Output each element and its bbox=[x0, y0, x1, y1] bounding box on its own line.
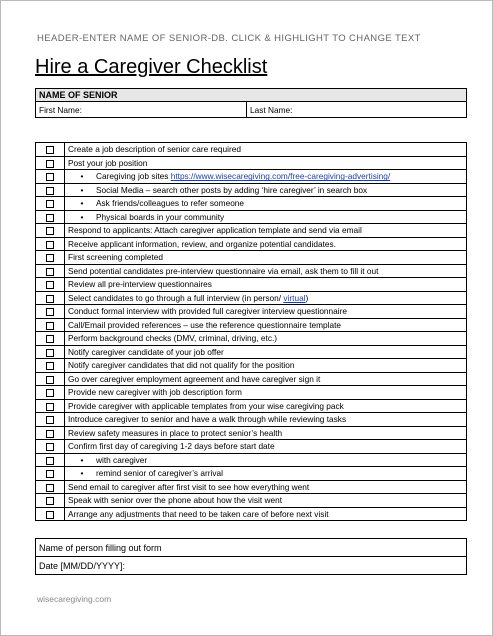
checklist-row bbox=[36, 197, 467, 211]
checklist-row bbox=[36, 453, 467, 467]
checklist-row bbox=[36, 494, 467, 508]
checklist-item bbox=[65, 399, 467, 413]
checklist-item bbox=[65, 440, 467, 454]
checklist-row bbox=[36, 413, 467, 427]
checkbox[interactable] bbox=[46, 322, 54, 330]
bullet-icon: • bbox=[80, 198, 84, 209]
checklist-item bbox=[65, 251, 467, 265]
checklist-item-suffix: ) bbox=[305, 292, 309, 303]
checkbox[interactable] bbox=[46, 146, 54, 154]
checklist-table bbox=[35, 142, 467, 521]
checklist-item bbox=[65, 359, 467, 373]
checkbox[interactable] bbox=[46, 200, 54, 208]
checklist-item bbox=[65, 453, 467, 467]
bullet-icon: • bbox=[80, 211, 84, 222]
checkbox-cell[interactable] bbox=[36, 197, 65, 211]
checklist-item-text: Provide new caregiver with job description form bbox=[68, 387, 242, 398]
checkbox-cell[interactable] bbox=[36, 170, 65, 184]
checklist-item bbox=[65, 386, 467, 400]
checklist-item-text: Social Media – search other posts by adding ‘hire caregiver’ in search box bbox=[96, 184, 368, 195]
checklist-item-text: Physical boards in your community bbox=[96, 211, 225, 222]
checklist-item bbox=[65, 345, 467, 359]
checkbox-cell[interactable] bbox=[36, 251, 65, 265]
checkbox-cell[interactable] bbox=[36, 210, 65, 224]
checklist-item bbox=[65, 278, 467, 292]
checkbox-cell[interactable] bbox=[36, 426, 65, 440]
checkbox[interactable] bbox=[46, 187, 54, 195]
checklist-item bbox=[65, 507, 467, 521]
checkbox[interactable] bbox=[46, 173, 54, 181]
checklist-row bbox=[36, 305, 467, 319]
checkbox-cell[interactable] bbox=[36, 291, 65, 305]
checklist-item-text: Confirm first day of caregiving 1-2 days before start date bbox=[68, 441, 275, 452]
checkbox[interactable] bbox=[46, 227, 54, 235]
checkbox-cell[interactable] bbox=[36, 440, 65, 454]
filler-name-label: Name of person filling out form bbox=[39, 542, 162, 553]
checkbox[interactable] bbox=[46, 362, 54, 370]
checklist-item-text: with caregiver bbox=[96, 454, 148, 465]
checklist-item-text: Post your job position bbox=[68, 157, 148, 168]
checklist-item bbox=[65, 467, 467, 481]
last-name-field[interactable] bbox=[247, 102, 467, 118]
bullet-icon: • bbox=[80, 184, 84, 195]
checklist-row bbox=[36, 386, 467, 400]
checklist-item-text: Receive applicant information, review, and organize potential candidates. bbox=[68, 238, 336, 249]
checkbox[interactable] bbox=[46, 349, 54, 357]
checklist-item bbox=[65, 494, 467, 508]
checkbox-cell[interactable] bbox=[36, 372, 65, 386]
checkbox-cell[interactable] bbox=[36, 305, 65, 319]
checklist-row bbox=[36, 156, 467, 170]
date-label: Date [MM/DD/YYYY]: bbox=[39, 560, 126, 571]
checklist-item-text: Ask friends/colleagues to refer someone bbox=[96, 198, 245, 209]
checkbox-cell[interactable] bbox=[36, 359, 65, 373]
checklist-item bbox=[65, 143, 467, 157]
filler-name-field[interactable] bbox=[36, 539, 467, 557]
checklist-row bbox=[36, 467, 467, 481]
checkbox-cell[interactable] bbox=[36, 386, 65, 400]
checklist-row bbox=[36, 224, 467, 238]
checklist-item-text: Caregiving job sites bbox=[96, 171, 169, 182]
checkbox-cell[interactable] bbox=[36, 494, 65, 508]
checklist-row bbox=[36, 426, 467, 440]
checkbox[interactable] bbox=[46, 254, 54, 262]
checklist-item-text: Perform background checks (DMV, criminal, driving, etc.) bbox=[68, 333, 278, 344]
checklist-item bbox=[65, 156, 467, 170]
senior-header: NAME OF SENIOR bbox=[36, 89, 467, 102]
checklist-item bbox=[65, 210, 467, 224]
checkbox[interactable] bbox=[46, 416, 54, 424]
checkbox[interactable] bbox=[46, 430, 54, 438]
checklist-item-text: Select candidates to go through a full interview (in person/ bbox=[68, 292, 284, 303]
checklist-row bbox=[36, 480, 467, 494]
checkbox-cell[interactable] bbox=[36, 453, 65, 467]
checkbox-cell[interactable] bbox=[36, 399, 65, 413]
checklist-item-text: Introduce caregiver to senior and have a walk through while reviewing tasks bbox=[68, 414, 347, 425]
checklist-item-text: Notify caregiver candidate of your job offer bbox=[68, 346, 224, 357]
last-name-label: Last Name: bbox=[250, 104, 293, 115]
checklist-row bbox=[36, 251, 467, 265]
checklist-item bbox=[65, 480, 467, 494]
checklist-item-text: Arrange any adjustments that need to be taken care of before next visit bbox=[68, 508, 329, 519]
checklist-item bbox=[65, 197, 467, 211]
checklist-link[interactable]: virtual bbox=[283, 292, 306, 303]
checklist-item-text: Respond to applicants: Attach caregiver application template and send via email bbox=[68, 225, 362, 236]
header-note[interactable]: HEADER-ENTER NAME OF SENIOR-DB. CLICK & HIGHLIGHT TO CHANGE TEXT bbox=[37, 33, 421, 44]
checklist-row bbox=[36, 170, 467, 184]
page-title: Hire a Caregiver Checklist bbox=[35, 56, 268, 78]
checkbox[interactable] bbox=[46, 403, 54, 411]
checkbox-cell[interactable] bbox=[36, 237, 65, 251]
checkbox[interactable] bbox=[46, 470, 54, 478]
first-name-label: First Name: bbox=[39, 104, 82, 115]
date-field[interactable] bbox=[36, 557, 467, 575]
checkbox-cell[interactable] bbox=[36, 345, 65, 359]
checklist-item bbox=[65, 413, 467, 427]
checkbox-cell[interactable] bbox=[36, 264, 65, 278]
checkbox[interactable] bbox=[46, 511, 54, 519]
checkbox[interactable] bbox=[46, 214, 54, 222]
checklist-item bbox=[65, 318, 467, 332]
checkbox[interactable] bbox=[46, 241, 54, 249]
checklist-item bbox=[65, 332, 467, 346]
checkbox-cell[interactable] bbox=[36, 143, 65, 157]
checklist-item bbox=[65, 291, 467, 305]
checklist-row bbox=[36, 291, 467, 305]
checklist-item bbox=[65, 237, 467, 251]
checkbox[interactable] bbox=[46, 497, 54, 505]
checklist-row bbox=[36, 278, 467, 292]
checklist-item-text: Speak with senior over the phone about how the visit went bbox=[68, 495, 283, 506]
checkbox-cell[interactable] bbox=[36, 224, 65, 238]
checklist-row bbox=[36, 143, 467, 157]
checkbox[interactable] bbox=[46, 389, 54, 397]
checklist-row bbox=[36, 318, 467, 332]
checklist-row bbox=[36, 210, 467, 224]
checkbox[interactable] bbox=[46, 281, 54, 289]
checkbox[interactable] bbox=[46, 295, 54, 303]
checklist-row bbox=[36, 264, 467, 278]
checkbox[interactable] bbox=[46, 484, 54, 492]
checklist-row bbox=[36, 332, 467, 346]
checkbox-cell[interactable] bbox=[36, 278, 65, 292]
checklist-item-text: Create a job description of senior care required bbox=[68, 144, 241, 155]
checkbox-cell[interactable] bbox=[36, 183, 65, 197]
checklist-item-text: Review all pre-interview questionnaires bbox=[68, 279, 212, 290]
checklist-row bbox=[36, 440, 467, 454]
checklist-item-text: Conduct formal interview with provided full caregiver interview questionnaire bbox=[68, 306, 347, 317]
checkbox[interactable] bbox=[46, 308, 54, 316]
checklist-item-text: Call/Email provided references – use the reference questionnaire template bbox=[68, 319, 342, 330]
checkbox[interactable] bbox=[46, 376, 54, 384]
checkbox[interactable] bbox=[46, 160, 54, 168]
checklist-item-text: remind senior of caregiver’s arrival bbox=[96, 468, 223, 479]
checklist-item bbox=[65, 224, 467, 238]
checkbox[interactable] bbox=[46, 443, 54, 451]
bullet-icon: • bbox=[80, 454, 84, 465]
checklist-item bbox=[65, 372, 467, 386]
checklist-link[interactable]: https://www.wisecaregiving.com/free-caregiving-advertising/ bbox=[170, 171, 391, 182]
checkbox-cell[interactable] bbox=[36, 332, 65, 346]
footer-site: wisecaregiving.com bbox=[37, 594, 112, 604]
checkbox[interactable] bbox=[46, 268, 54, 276]
checklist-item bbox=[65, 264, 467, 278]
checklist-item bbox=[65, 305, 467, 319]
checklist-item-text: Send email to caregiver after first visit to see how everything went bbox=[68, 481, 310, 492]
checkbox-cell[interactable] bbox=[36, 156, 65, 170]
checklist-item-text: First screening completed bbox=[68, 252, 163, 263]
first-name-field[interactable] bbox=[36, 102, 247, 118]
checklist-item bbox=[65, 183, 467, 197]
checklist-item-text: Review safety measures in place to protect senior’s health bbox=[68, 427, 283, 438]
checklist-item bbox=[65, 170, 467, 184]
checklist-row bbox=[36, 359, 467, 373]
checkbox[interactable] bbox=[46, 457, 54, 465]
checkbox-cell[interactable] bbox=[36, 318, 65, 332]
checklist-item-text: Provide caregiver with applicable templates from your wise caregiving pack bbox=[68, 400, 344, 411]
checklist-item-text: Notify caregiver candidates that did not qualify for the position bbox=[68, 360, 295, 371]
bullet-icon: • bbox=[80, 468, 84, 479]
checklist-item-text: Go over caregiver employment agreement and have caregiver sign it bbox=[68, 373, 321, 384]
checkbox-cell[interactable] bbox=[36, 467, 65, 481]
checklist-row bbox=[36, 507, 467, 521]
checklist-item bbox=[65, 426, 467, 440]
checklist-row bbox=[36, 183, 467, 197]
form-filler-table bbox=[35, 538, 467, 575]
checklist-row bbox=[36, 372, 467, 386]
checkbox-cell[interactable] bbox=[36, 507, 65, 521]
checklist-item-text: Send potential candidates pre-interview questionnaire via email, ask them to fill it out bbox=[68, 265, 379, 276]
checkbox-cell[interactable] bbox=[36, 480, 65, 494]
checkbox[interactable] bbox=[46, 335, 54, 343]
senior-info-table bbox=[35, 88, 467, 118]
checklist-row bbox=[36, 345, 467, 359]
bullet-icon: • bbox=[80, 171, 84, 182]
checkbox-cell[interactable] bbox=[36, 413, 65, 427]
checklist-row bbox=[36, 399, 467, 413]
checklist-row bbox=[36, 237, 467, 251]
